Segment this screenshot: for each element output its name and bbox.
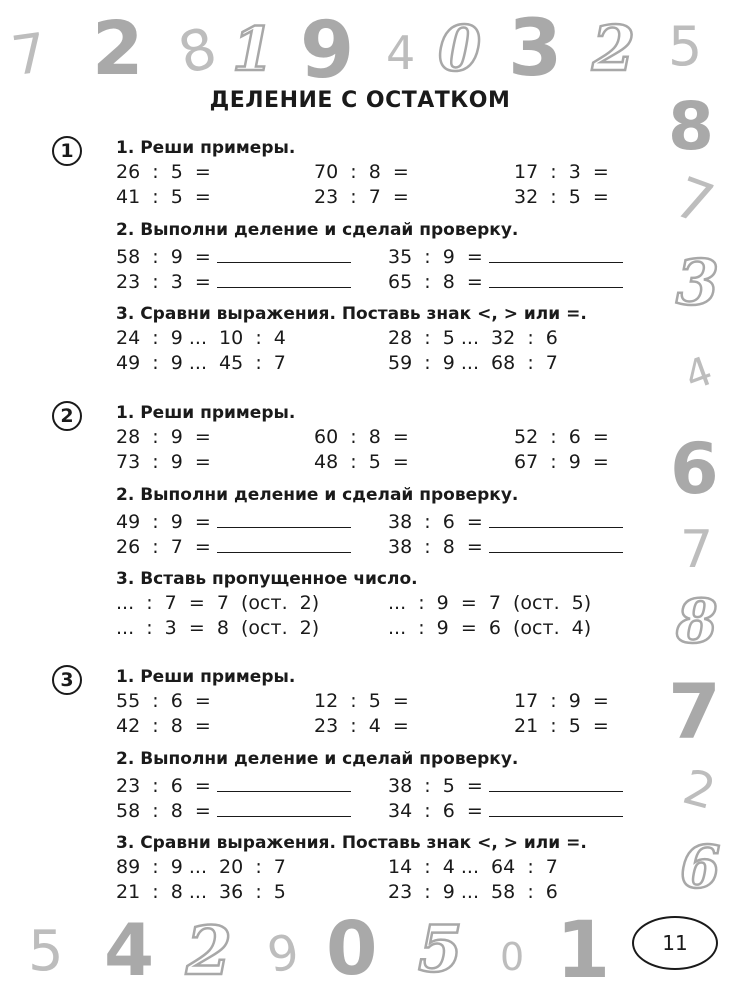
example-row: [116, 591, 636, 616]
decorative-digit: 5: [668, 15, 703, 78]
decorative-digit: 3: [676, 246, 720, 319]
example: 23 : 3 =: [116, 271, 211, 293]
task-title: 2. Выполни деление и сделай проверку.: [116, 485, 519, 505]
example-row: [116, 351, 636, 376]
decorative-digit: 8: [676, 587, 718, 657]
decorative-digit: 4: [386, 26, 416, 80]
example: 55 : 6 =: [116, 690, 211, 712]
decorative-digit: 5: [28, 919, 64, 984]
decorative-digit: 0: [500, 935, 525, 979]
decorative-digit: 7: [668, 667, 721, 756]
variant-number-badge: 3: [52, 665, 82, 695]
task-title: 1. Реши примеры.: [116, 138, 296, 158]
decorative-digit: 6: [680, 833, 721, 901]
decorative-digit: 2: [592, 12, 636, 85]
example-row: [116, 160, 636, 185]
example: 49 : 9 ... 45 : 7: [116, 352, 286, 374]
example-row: [116, 880, 636, 905]
example: 73 : 9 =: [116, 451, 211, 473]
answer-line: [217, 242, 351, 263]
example-row: [116, 689, 636, 714]
example: 67 : 9 =: [514, 451, 609, 473]
decorative-digit: 9: [300, 6, 355, 96]
example: ... : 7 = 7 (ост. 2): [116, 592, 320, 614]
task-compare: [116, 831, 636, 905]
example: 58 : 8 =: [116, 800, 211, 822]
example-row: [116, 450, 636, 475]
decorative-digit: 8: [668, 88, 714, 165]
decorative-digit: 3: [508, 4, 563, 94]
decorative-digit: 7: [7, 20, 51, 89]
example-row: [116, 267, 636, 292]
example: 21 : 8 ... 36 : 5: [116, 881, 286, 903]
example-row: [116, 796, 636, 821]
example: 41 : 5 =: [116, 186, 211, 208]
task-title: 3. Сравни выражения. Поставь знак <, > или =.: [116, 833, 587, 853]
example: 12 : 5 =: [314, 690, 409, 712]
example: 48 : 5 =: [314, 451, 409, 473]
example-row: [116, 425, 636, 450]
example: 52 : 6 =: [514, 426, 609, 448]
answer-line: [217, 796, 351, 817]
example: 32 : 5 =: [514, 186, 609, 208]
example: 38 : 5 =: [388, 775, 483, 797]
task-division-check: [116, 747, 636, 821]
example: 17 : 9 =: [514, 690, 609, 712]
example: 49 : 9 =: [116, 511, 211, 533]
example: 38 : 8 =: [388, 536, 483, 558]
answer-line: [217, 532, 351, 553]
example: 26 : 5 =: [116, 161, 211, 183]
answer-line: [217, 507, 351, 528]
page-number: 11: [632, 916, 718, 970]
task-title: 3. Вставь пропущенное число.: [116, 569, 418, 589]
decorative-digit: 0: [438, 12, 482, 85]
example: ... : 3 = 8 (ост. 2): [116, 617, 320, 639]
answer-line: [217, 267, 351, 288]
decorative-digit: 5: [418, 912, 463, 987]
example: 35 : 9 =: [388, 246, 483, 268]
answer-line: [489, 796, 623, 817]
task-title: 1. Реши примеры.: [116, 403, 296, 423]
decorative-digit: 4: [678, 348, 719, 400]
variant-number-badge: 1: [52, 136, 82, 166]
example: 38 : 6 =: [388, 511, 483, 533]
answer-line: [489, 771, 623, 792]
example-row: [116, 714, 636, 739]
decorative-digit: 7: [680, 520, 714, 580]
example: 17 : 3 =: [514, 161, 609, 183]
decorative-digit: 2: [677, 759, 722, 821]
example: 23 : 4 =: [314, 715, 409, 737]
example: 59 : 9 ... 68 : 7: [388, 352, 558, 374]
decorative-digit: 7: [666, 164, 722, 239]
example-row: [116, 771, 636, 796]
task-missing-number: [116, 567, 636, 641]
example: 24 : 9 ... 10 : 4: [116, 327, 286, 349]
task-examples: [116, 665, 636, 739]
example: 58 : 9 =: [116, 246, 211, 268]
example-row: [116, 242, 636, 267]
example: 89 : 9 ... 20 : 7: [116, 856, 286, 878]
task-title: 2. Выполни деление и сделай проверку.: [116, 220, 519, 240]
page-title: ДЕЛЕНИЕ С ОСТАТКОМ: [209, 88, 511, 113]
example-row: [116, 855, 636, 880]
answer-line: [489, 532, 623, 553]
example: 60 : 8 =: [314, 426, 409, 448]
example: 26 : 7 =: [116, 536, 211, 558]
example: ... : 9 = 7 (ост. 5): [388, 592, 592, 614]
variant-number-badge: 2: [52, 401, 82, 431]
example: 14 : 4 ... 64 : 7: [388, 856, 558, 878]
decorative-digit: 1: [232, 15, 274, 85]
decorative-digit: 2: [186, 912, 232, 990]
example: 34 : 6 =: [388, 800, 483, 822]
example: ... : 9 = 6 (ост. 4): [388, 617, 592, 639]
task-examples: [116, 401, 636, 475]
decorative-digit: 0: [326, 906, 378, 992]
decorative-digit: 9: [263, 923, 304, 985]
answer-line: [489, 242, 623, 263]
example: 23 : 7 =: [314, 186, 409, 208]
example: 23 : 6 =: [116, 775, 211, 797]
example: 70 : 8 =: [314, 161, 409, 183]
task-title: 2. Выполни деление и сделай проверку.: [116, 749, 519, 769]
example: 23 : 9 ... 58 : 6: [388, 881, 558, 903]
example: 21 : 5 =: [514, 715, 609, 737]
example-row: [116, 532, 636, 557]
task-title: 3. Сравни выражения. Поставь знак <, > или =.: [116, 304, 587, 324]
example-row: [116, 326, 636, 351]
decorative-digit: 1: [556, 906, 611, 996]
example-row: [116, 507, 636, 532]
answer-line: [489, 507, 623, 528]
task-title: 1. Реши примеры.: [116, 667, 296, 687]
decorative-digit: 8: [172, 15, 224, 88]
example: 65 : 8 =: [388, 271, 483, 293]
decorative-digit: 6: [670, 428, 719, 510]
example: 28 : 9 =: [116, 426, 211, 448]
task-examples: [116, 136, 636, 210]
decorative-digit: 4: [104, 908, 155, 992]
example-row: [116, 616, 636, 641]
answer-line: [217, 771, 351, 792]
decorative-digit: 2: [92, 6, 144, 92]
answer-line: [489, 267, 623, 288]
example: 28 : 5 ... 32 : 6: [388, 327, 558, 349]
example: 42 : 8 =: [116, 715, 211, 737]
task-division-check: [116, 483, 636, 557]
task-compare: [116, 302, 636, 376]
example-row: [116, 185, 636, 210]
task-division-check: [116, 218, 636, 292]
